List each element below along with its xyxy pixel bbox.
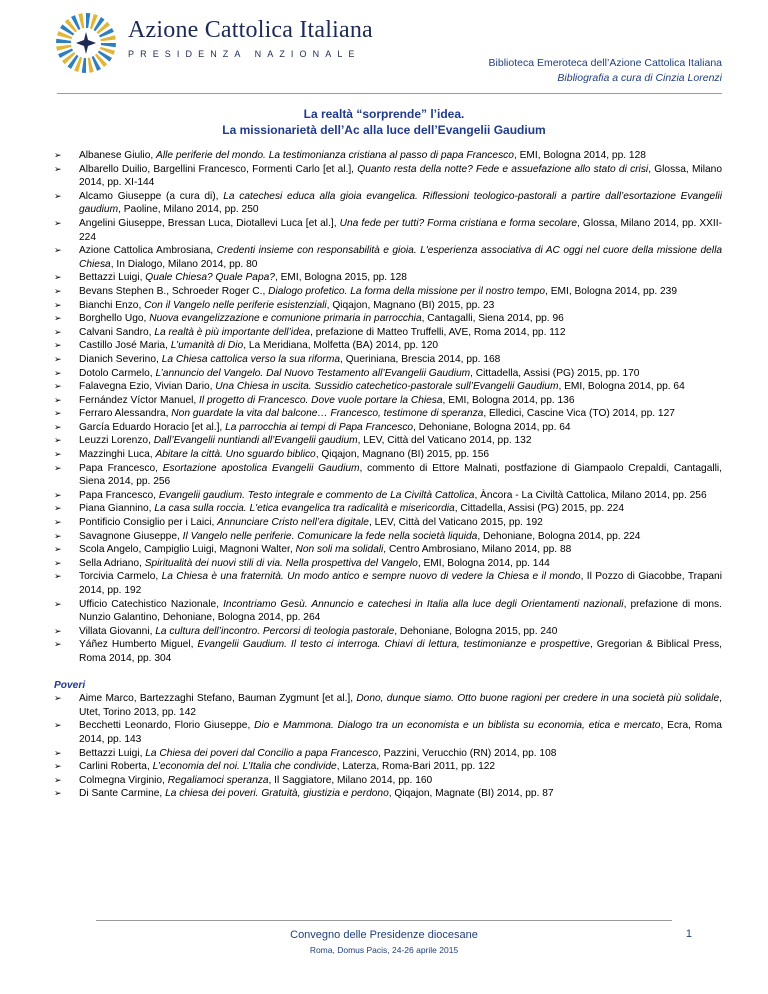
reference-item — [54, 570, 722, 597]
reference-title: La realtà è più importante dell’idea — [154, 326, 311, 338]
reference-author: Dianich Severino, — [79, 353, 162, 365]
reference-item — [54, 339, 722, 353]
reference-item — [54, 271, 722, 285]
header-library-name: Biblioteca Emeroteca dell’Azione Cattolica Italiana — [488, 57, 722, 69]
title-line-2: La missionarietà dell’Ac alla luce dell’Evangelii Gaudium — [222, 123, 546, 137]
reference-item — [54, 692, 722, 719]
reference-author: Albarello Duilio, Bargellini Francesco, Formenti Carlo [et al.], — [79, 163, 358, 175]
page-number: 1 — [685, 928, 692, 940]
reference-author: Di Sante Carmine, — [79, 788, 166, 800]
reference-item — [54, 190, 722, 217]
reference-publication: , In Dialogo, Milano 2014, pp. 80 — [110, 258, 258, 270]
reference-author: Bianchi Enzo, — [79, 299, 145, 311]
reference-author: Villata Giovanni, — [79, 625, 156, 637]
arrow-bullet-icon: ➢ — [54, 571, 62, 582]
reference-author: Azione Cattolica Ambrosiana, — [79, 245, 217, 257]
reference-publication: , Qiqajon, Magnano (BI) 2015, pp. 23 — [326, 299, 495, 311]
reference-author: Pontificio Consiglio per i Laici, — [79, 517, 218, 529]
reference-title: L’annuncio del Vangelo. Dal Nuovo Testamento all’Evangelii Gaudium — [155, 367, 471, 379]
reference-item — [54, 434, 722, 448]
reference-author: Angelini Giuseppe, Bressan Luca, Diotallevi Luca [et al.], — [79, 217, 340, 229]
reference-author: Ufficio Catechistico Nazionale, — [79, 598, 224, 610]
arrow-bullet-icon: ➢ — [54, 693, 62, 704]
reference-title: Dono, dunque siamo. Otto buone ragioni per credere in una società più solidale — [356, 693, 720, 705]
reference-publication: , Il Saggiatore, Milano 2014, pp. 160 — [268, 774, 433, 786]
reference-publication: , Ecra, Roma 2014, pp. 143 — [79, 720, 722, 745]
reference-author: Bettazzi Luigi, — [79, 747, 146, 759]
reference-item — [54, 312, 722, 326]
reference-title: Una fede per tutti? Forma cristiana e forma secolare — [339, 217, 578, 229]
header-curator: Bibliografia a cura di Cinzia Lorenzi — [557, 72, 722, 84]
reference-publication: , Glossa, Milano 2014, pp. XI-144 — [79, 163, 722, 189]
reference-item — [54, 149, 722, 163]
reference-title: Dio e Mammona. Dialogo tra un economista e un biblista su economia, etica e mercato — [254, 720, 661, 732]
arrow-bullet-icon: ➢ — [54, 747, 62, 758]
reference-title: Annunciare Cristo nell’era digitale — [217, 517, 369, 529]
reference-author: Papa Francesco, — [79, 462, 163, 474]
reference-item — [54, 326, 722, 340]
reference-author: Leuzzi Lorenzo, — [79, 435, 154, 447]
reference-title: La Chiesa cattolica verso la sua riforma — [161, 353, 341, 365]
reference-title: Evangelii gaudium. Testo integrale e commento de La Civiltà Cattolica — [158, 489, 475, 501]
reference-title: Esortazione apostolica Evangelii Gaudium — [162, 462, 360, 474]
reference-title: Evangelii Gaudium. Il testo ci interroga. Chiavi di lettura, testimonianze e prospettive — [197, 639, 590, 651]
arrow-bullet-icon: ➢ — [54, 435, 62, 446]
reference-publication: , prefazione di Matteo Truffelli, AVE, Roma 2014, pp. 112 — [310, 326, 566, 338]
arrow-bullet-icon: ➢ — [54, 503, 62, 514]
reference-item — [54, 787, 722, 801]
reference-item — [54, 244, 722, 271]
reference-list — [54, 149, 722, 666]
reference-title: Credenti insieme con responsabilità e gioia. L'esperienza associativa di AC oggi nel cuore della missione della Chiesa — [79, 245, 722, 270]
reference-title: Abitare la città. Uno sguardo biblico — [155, 449, 316, 461]
reference-author: Dotolo Carmelo, — [79, 367, 156, 379]
reference-title: Il progetto di Francesco. Dove vuole portare la Chiesa — [199, 394, 443, 406]
reference-publication: , Cittadella, Assisi (PG) 2015, pp. 224 — [454, 503, 624, 515]
arrow-bullet-icon: ➢ — [54, 625, 62, 636]
reference-publication: , Centro Ambrosiano, Milano 2014, pp. 88 — [383, 544, 572, 556]
document-title — [0, 106, 768, 138]
reference-title: Dialogo profetico. La forma della missione per il nostro tempo — [268, 285, 546, 297]
arrow-bullet-icon: ➢ — [54, 313, 62, 324]
arrow-bullet-icon: ➢ — [54, 557, 62, 568]
reference-title: La parrocchia ai tempi di Papa Francesco — [225, 421, 414, 433]
reference-author: Bevans Stephen B., Schroeder Roger C., — [79, 285, 269, 297]
reference-item — [54, 299, 722, 313]
reference-item — [54, 353, 722, 367]
reference-publication: , Paoline, Milano 2014, pp. 250 — [118, 204, 259, 216]
reference-author: Fernández Víctor Manuel, — [79, 394, 200, 406]
reference-author: Calvani Sandro, — [79, 326, 155, 338]
reference-publication: , EMI, Bologna 2014, pp. 136 — [442, 394, 575, 406]
arrow-bullet-icon: ➢ — [54, 299, 62, 310]
reference-author: Sella Adriano, — [79, 557, 145, 569]
reference-item — [54, 516, 722, 530]
arrow-bullet-icon: ➢ — [54, 489, 62, 500]
reference-title: Non guardate la vita dal balcone… Francesco, testimone di speranza — [171, 408, 484, 420]
reference-publication: , Qiqajon, Magnate (BI) 2014, pp. 87 — [388, 788, 554, 800]
reference-title: La casa sulla roccia. L'etica evangelica tra radicalità e misericordia — [154, 503, 455, 515]
reference-item — [54, 421, 722, 435]
ac-logo — [55, 14, 373, 74]
reference-item — [54, 448, 722, 462]
reference-author: Alcamo Giuseppe (a cura di), — [79, 190, 224, 202]
reference-author: Scola Angelo, Campiglio Luigi, Magnoni Walter, — [79, 544, 296, 556]
arrow-bullet-icon: ➢ — [54, 381, 62, 392]
section-heading-poveri: Poveri — [54, 679, 86, 691]
reference-title: Una Chiesa in uscita. Sussidio catechetico-pastorale sull’Evangelii Gaudium — [215, 381, 559, 393]
arrow-bullet-icon: ➢ — [54, 517, 62, 528]
reference-publication: , EMI, Bologna 2014, pp. 128 — [513, 150, 646, 161]
reference-title: Nuova evangelizzazione e comunione primaria in parrocchia — [149, 313, 422, 325]
reference-author: Becchetti Leonardo, Florio Giuseppe, — [79, 720, 255, 732]
reference-item — [54, 557, 722, 571]
arrow-bullet-icon: ➢ — [54, 285, 62, 296]
reference-publication: , Qiqajon, Magnano (BI) 2015, pp. 156 — [315, 449, 490, 461]
arrow-bullet-icon: ➢ — [54, 217, 62, 228]
arrow-bullet-icon: ➢ — [54, 544, 62, 555]
bibliography-content — [54, 149, 722, 801]
reference-item — [54, 217, 722, 244]
reference-publication: , Queriniana, Brescia 2014, pp. 168 — [340, 353, 501, 365]
footer-event: Convegno delle Presidenze diocesane — [290, 929, 478, 941]
arrow-bullet-icon: ➢ — [54, 408, 62, 419]
reference-author: Aime Marco, Bartezzaghi Stefano, Bauman Zygmunt [et al.], — [79, 693, 357, 705]
reference-publication: , Pazzini, Verucchio (RN) 2014, pp. 108 — [378, 747, 557, 759]
arrow-bullet-icon: ➢ — [54, 462, 62, 473]
arrow-bullet-icon: ➢ — [54, 774, 62, 785]
reference-publication: , Il Pozzo di Giacobbe, Trapani 2014, pp. 192 — [79, 571, 722, 596]
reference-publication: , EMI, Bologna 2014, pp. 64 — [558, 381, 685, 393]
arrow-bullet-icon: ➢ — [54, 639, 62, 650]
page-footer — [0, 928, 768, 957]
reference-publication: , Dehoniane, Bologna 2015, pp. 240 — [394, 625, 558, 637]
arrow-bullet-icon: ➢ — [54, 761, 62, 772]
reference-title: Il Vangelo nelle periferie. Comunicare la fede nella società liquida — [182, 530, 478, 542]
arrow-bullet-icon: ➢ — [54, 394, 62, 405]
reference-author: Torcivia Carmelo, — [79, 571, 162, 583]
arrow-bullet-icon: ➢ — [54, 245, 62, 256]
arrow-bullet-icon: ➢ — [54, 530, 62, 541]
page-header — [489, 56, 722, 86]
reference-item — [54, 760, 722, 774]
reference-title: Dall’Evangelii nuntiandi all’Evangelii gaudium — [153, 435, 358, 447]
arrow-bullet-icon: ➢ — [54, 190, 62, 201]
reference-title: La catechesi educa alla gioia evangelica. Riflessioni teologico-pastorali a partire dall’esortazione Evangelii gaudium — [79, 190, 722, 216]
reference-title: La Chiesa dei poveri dal Concilio a papa Francesco — [145, 747, 379, 759]
logo-title: Azione Cattolica Italiana — [128, 17, 373, 43]
reference-item — [54, 638, 722, 665]
reference-author: Ferraro Alessandra, — [79, 408, 172, 420]
reference-title: L’umanità di Dio — [170, 340, 244, 352]
reference-item — [54, 367, 722, 381]
reference-publication: , EMI, Bologna 2014, pp. 144 — [417, 557, 550, 569]
reference-author: Savagnone Giuseppe, — [79, 530, 183, 542]
reference-author: Castillo José Maria, — [79, 340, 171, 352]
reference-title: La cultura dell’incontro. Percorsi di teologia pastorale — [155, 625, 395, 637]
reference-item — [54, 489, 722, 503]
reference-publication: , Glossa, Milano 2014, pp. XXII-224 — [79, 217, 722, 243]
arrow-bullet-icon: ➢ — [54, 788, 62, 799]
reference-item — [54, 719, 722, 746]
reference-author: García Eduardo Horacio [et al.], — [79, 421, 226, 433]
reference-title: Spiritualità dei nuovi stili di via. Nella prospettiva del Vangelo — [144, 557, 418, 569]
reference-item — [54, 502, 722, 516]
reference-item — [54, 774, 722, 788]
reference-publication: , Laterza, Roma-Bari 2011, pp. 122 — [336, 761, 496, 773]
reference-item — [54, 530, 722, 544]
reference-title: L’economia del noi. L’Italia che condivide — [152, 761, 337, 773]
reference-author: Colmegna Virginio, — [79, 774, 168, 786]
reference-publication: , Elledici, Cascine Vica (TO) 2014, pp. 127 — [483, 408, 675, 420]
arrow-bullet-icon: ➢ — [54, 421, 62, 432]
reference-publication: , Dehoniane, Bologna 2014, pp. 64 — [413, 421, 571, 433]
reference-item — [54, 394, 722, 408]
sunburst-logo-icon — [55, 12, 117, 74]
arrow-bullet-icon: ➢ — [54, 353, 62, 364]
arrow-bullet-icon: ➢ — [54, 449, 62, 460]
reference-title: La chiesa dei poveri. Gratuità, giustizia e perdono — [165, 788, 389, 800]
arrow-bullet-icon: ➢ — [54, 720, 62, 731]
arrow-bullet-icon: ➢ — [54, 598, 62, 609]
reference-item — [54, 625, 722, 639]
reference-item — [54, 543, 722, 557]
reference-item — [54, 598, 722, 625]
reference-publication: , Cittadella, Assisi (PG) 2015, pp. 170 — [470, 367, 640, 379]
arrow-bullet-icon: ➢ — [54, 150, 62, 160]
reference-publication: , LEV, Città del Vaticano 2014, pp. 132 — [357, 435, 532, 447]
reference-publication: , La Meridiana, Molfetta (BA) 2014, pp. 120 — [243, 340, 439, 352]
reference-publication: , EMI, Bologna 2014, pp. 239 — [545, 285, 678, 297]
reference-item — [54, 380, 722, 394]
arrow-bullet-icon: ➢ — [54, 272, 62, 283]
reference-author: Papa Francesco, — [79, 489, 159, 501]
arrow-bullet-icon: ➢ — [54, 367, 62, 378]
reference-title: Alle periferie del mondo. La testimonianza cristiana al passo di papa Francesco — [156, 150, 514, 161]
logo-subtitle: PRESIDENZA NAZIONALE — [128, 49, 361, 59]
reference-title: La Chiesa è una fraternità. Un modo antico e sempre nuovo di vedere la Chiesa e il mondo — [161, 571, 581, 583]
reference-item — [54, 285, 722, 299]
arrow-bullet-icon: ➢ — [54, 340, 62, 351]
reference-title: Quanto resta della notte? Fede e assuefazione allo stato di crisi — [357, 163, 649, 175]
reference-list-poveri — [54, 692, 722, 801]
reference-title: Regaliamoci speranza — [167, 774, 269, 786]
reference-publication: , Dehoniane, Bologna 2014, pp. 224 — [477, 530, 641, 542]
reference-publication: , commento di Ettore Malnati, postfazione di Giampaolo Crepaldi, Cantagalli, Siena 2014, pp. 256 — [79, 462, 723, 488]
reference-title: Quale Chiesa? Quale Papa? — [145, 272, 275, 284]
reference-author: Albanese Giulio, — [79, 150, 157, 161]
reference-publication: , Cantagalli, Siena 2014, pp. 96 — [421, 313, 564, 325]
footer-location: Roma, Domus Pacis, 24-26 aprile 2015 — [309, 945, 459, 955]
reference-publication: , Utet, Torino 2013, pp. 142 — [79, 693, 722, 718]
reference-author: Carlini Roberta, — [79, 761, 153, 773]
arrow-bullet-icon: ➢ — [54, 163, 62, 174]
reference-publication: , EMI, Bologna 2015, pp. 128 — [274, 272, 407, 284]
reference-author: Bettazzi Luigi, — [79, 272, 146, 284]
reference-author: Borghello Ugo, — [79, 313, 150, 325]
reference-publication: , Àncora - La Civiltà Cattolica, Milano 2014, pp. 256 — [474, 489, 707, 501]
reference-author: Yáñez Humberto Miguel, — [79, 639, 198, 651]
reference-item — [54, 747, 722, 761]
logo-text — [128, 16, 373, 59]
reference-title: Con il Vangelo nelle periferie esistenziali — [144, 299, 327, 311]
footer-divider — [96, 920, 672, 921]
reference-author: Falavegna Ezio, Vivian Dario, — [79, 381, 216, 393]
reference-publication: , LEV, Città del Vaticano 2015, pp. 192 — [368, 517, 543, 529]
reference-author: Mazzinghi Luca, — [79, 449, 156, 461]
reference-item — [54, 407, 722, 421]
title-line-1: La realtà “sorprende” l’idea. — [303, 107, 465, 121]
reference-title: Non soli ma solidali — [295, 544, 384, 556]
reference-item — [54, 163, 722, 190]
reference-publication: , prefazione di mons. Nunzio Galantino, Dehoniane, Bologna 2014, pp. 264 — [79, 598, 722, 624]
reference-author: Piana Giannino, — [79, 503, 155, 515]
arrow-bullet-icon: ➢ — [54, 326, 62, 337]
reference-publication: , Gregorian & Biblical Press, Roma 2014, pp. 304 — [79, 639, 722, 664]
reference-item — [54, 462, 722, 489]
reference-title: Incontriamo Gesù. Annuncio e catechesi in Italia alla luce degli Orientamenti nazionali — [223, 598, 624, 610]
header-divider — [57, 93, 722, 94]
